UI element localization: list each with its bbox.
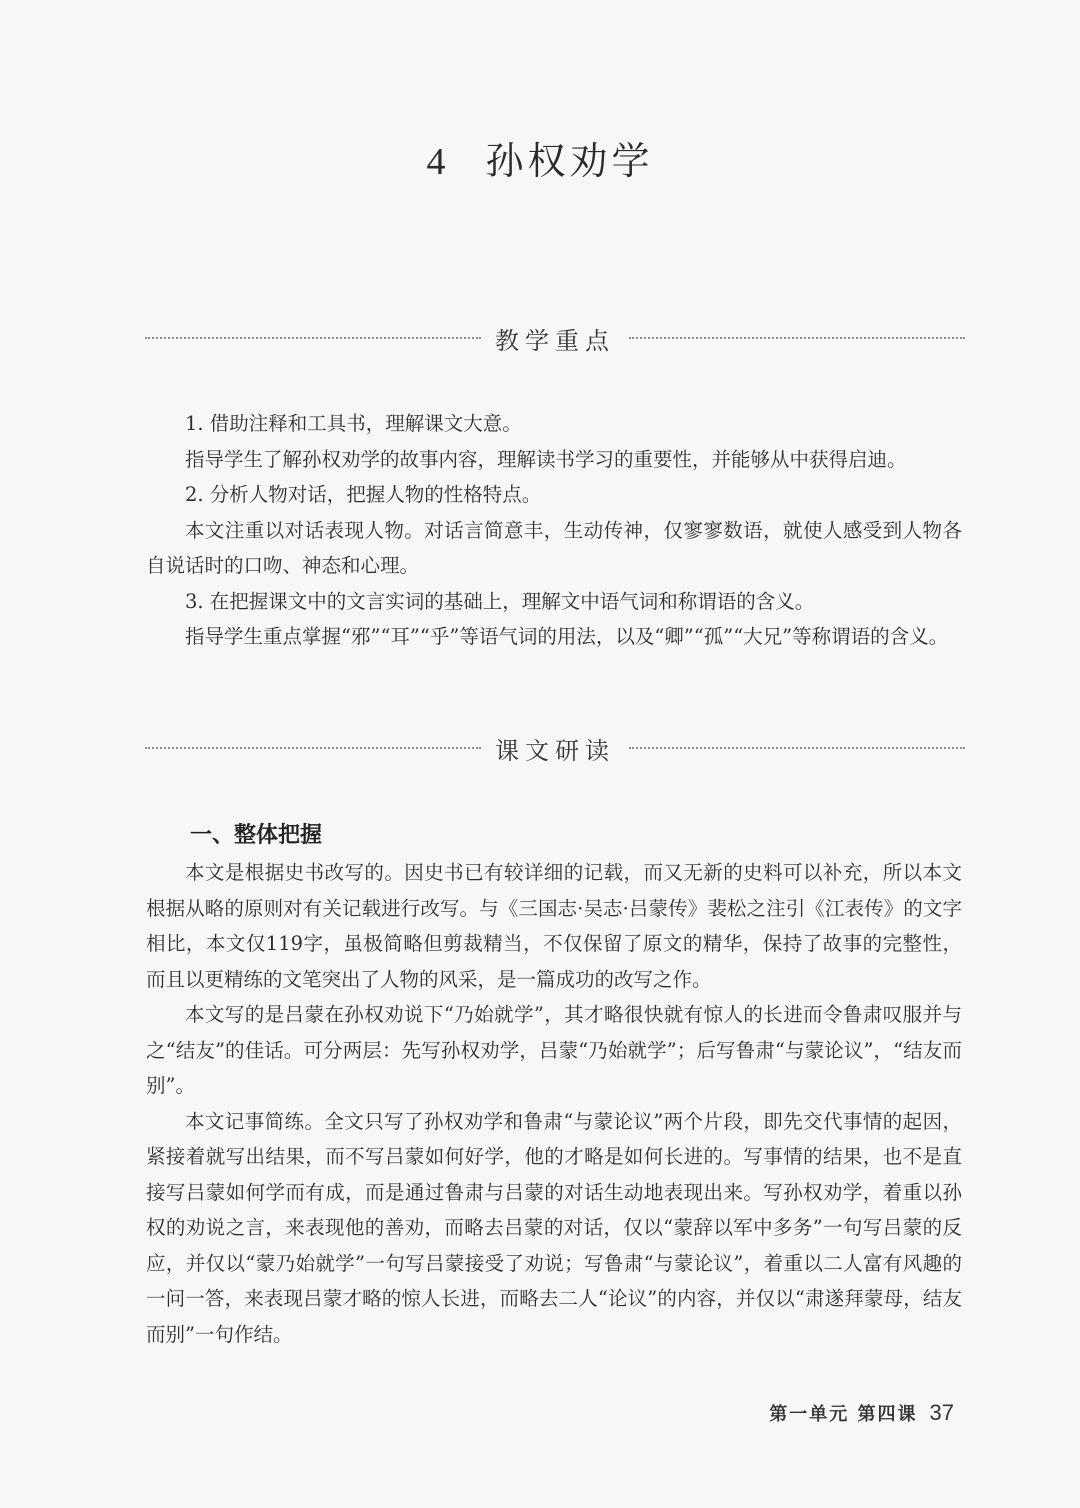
lesson-title-text: 孙权劝学: [485, 139, 654, 183]
page-number: 37: [929, 1400, 954, 1425]
dotted-rule-right: [629, 747, 965, 749]
unit-lesson-label: 第一单元 第四课: [769, 1404, 918, 1425]
focus-item-1-detail: 指导学生了解孙权劝学的故事内容，理解读书学习的重要性，并能够从中获得启迪。: [185, 447, 907, 471]
focus-body: [146, 406, 962, 655]
study-paragraph-2: 本文写的是吕蒙在孙权劝说下“乃始就学”，其才略很快就有惊人的长进而令鲁肃叹服并与之“结友”的佳话。可分两层：先写孙权劝学，吕蒙“乃始就学”；后写鲁肃“与蒙论议”，“结友而别”。: [146, 1003, 962, 1097]
lesson-title: [0, 130, 1080, 185]
dotted-rule-left: [145, 337, 481, 339]
page-footer: [769, 1400, 954, 1426]
section-heading-study: 课文研读: [495, 736, 615, 765]
focus-item-2-detail: 本文注重以对话表现人物。对话言简意丰，生动传神，仅寥寥数语，就使人感受到人物各自说话时的口吻、神态和心理。: [146, 518, 962, 577]
study-paragraph-3: 本文记事简练。全文只写了孙权劝学和鲁肃“与蒙论议”两个片段，即先交代事情的起因，紧接着就写出结果，而不写吕蒙如何好学，他的才略是如何长进的。写事情的结果，也不是直接写吕蒙如何学而有成，而是通过鲁肃与吕蒙的对话生动地表现出来。写孙权劝学，着重以孙权的劝说之言，来表现他的善劝，而略去吕蒙的对话，仅以“蒙辞以军中多务”一句写吕蒙的反应，并仅以“蒙乃始就学”一句写吕蒙接受了劝说；写鲁肃“与蒙论议”，着重以二人富有风趣的一问一答，来表现吕蒙才略的惊人长进，而略去二人“论议”的内容，并仅以“肃遂拜蒙母，结友而别”一句作结。: [146, 1109, 962, 1346]
section-heading-focus: 教学重点: [495, 326, 615, 355]
dotted-rule-left: [145, 747, 481, 749]
section-header-study: [145, 730, 965, 766]
section-header-focus: [145, 320, 965, 356]
focus-item-1: 1. 借助注释和工具书，理解课文大意。: [185, 412, 522, 435]
study-body: [146, 855, 962, 1352]
dotted-rule-right: [629, 337, 965, 339]
study-paragraph-1: 本文是根据史书改写的。因史书已有较详细的记载，而又无新的史料可以补充，所以本文根据从略的原则对有关记载进行改写。与《三国志·吴志·吕蒙传》裴松之注引《江表传》的文字相比，本文仅119字，虽极简略但剪裁精当，不仅保留了原文的精华，保持了故事的完整性，而且以更精练的文笔突出了人物的风采，是一篇成功的改写之作。: [146, 861, 962, 991]
focus-item-3: 3. 在把握课文中的文言实词的基础上，理解文中语气词和称谓语的含义。: [185, 589, 815, 613]
focus-item-3-detail: 指导学生重点掌握“邪”“耳”“乎”等语气词的用法，以及“卿”“孤”“大兄”等称谓语的含义。: [185, 625, 949, 648]
focus-item-2: 2. 分析人物对话，把握人物的性格特点。: [185, 483, 542, 506]
lesson-number: 4: [426, 141, 450, 183]
subheading-overall: 一、整体把握: [190, 823, 323, 848]
